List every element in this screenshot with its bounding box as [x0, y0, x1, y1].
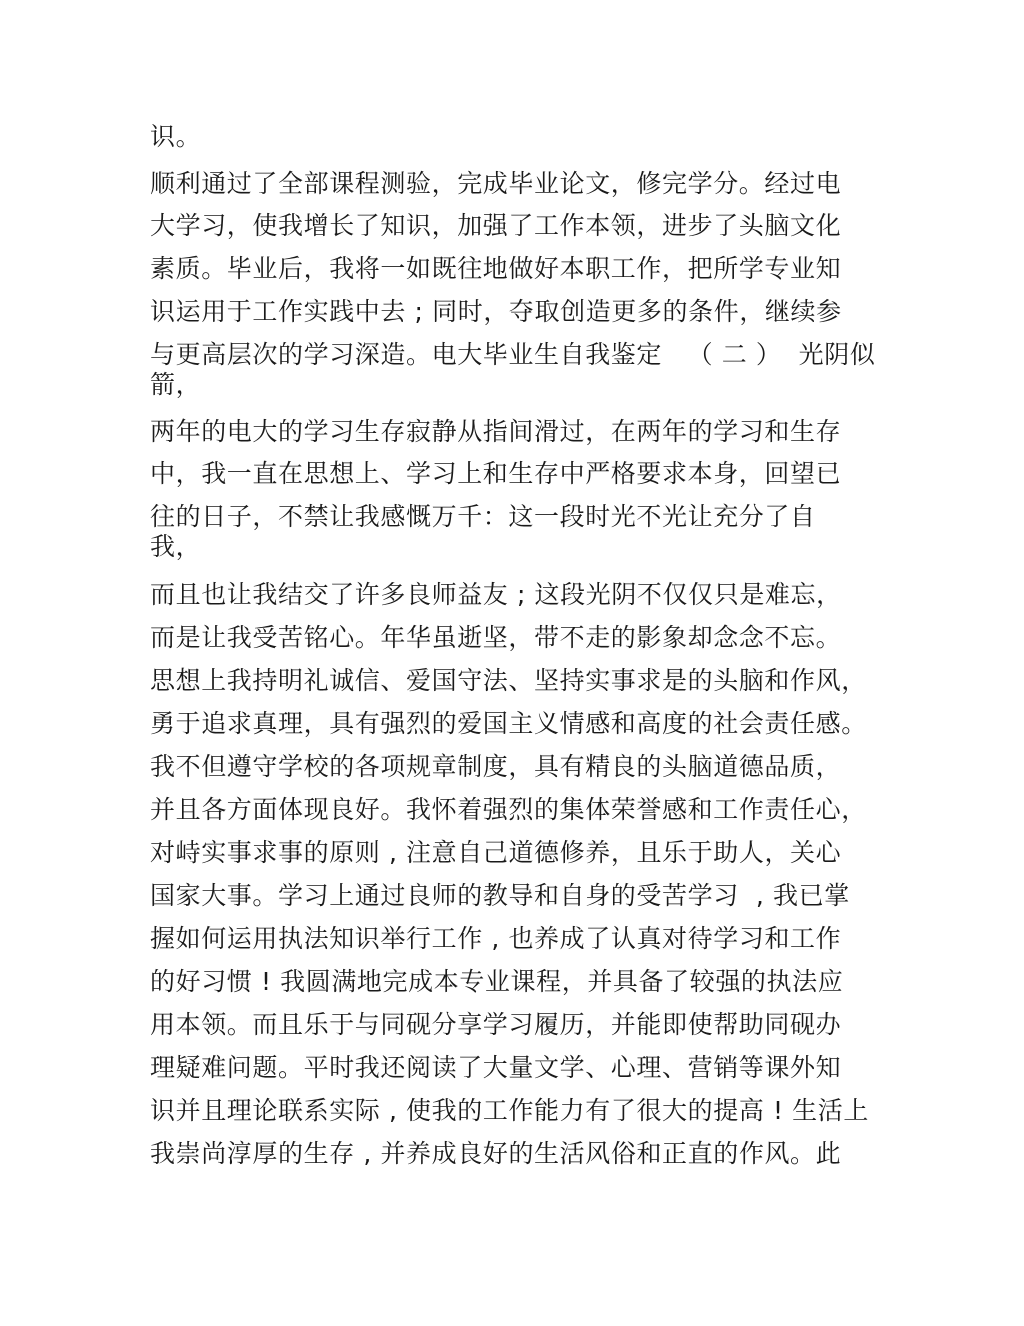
text-line: 识运用于工作实践中去 ; 同时，夺取创造更多的条件，继续参 — [150, 297, 842, 326]
text-line: 勇于追求真理，具有强烈的爱国主义情感和高度的社会责任感。 — [150, 709, 867, 738]
text-line: 我， — [150, 532, 202, 561]
text-line: 顺利通过了全部课程测验，完成毕业论文，修完学分。经过电 — [150, 169, 842, 198]
text-line: 箭， — [150, 370, 202, 399]
text-line: 我不但遵守学校的各项规章制度，具有精良的头脑道德品质， — [150, 752, 842, 781]
text-line: 用本领。而且乐于与同砚分享学习履历，并能即使帮助同砚办 — [150, 1010, 842, 1039]
text-line: 我崇尚淳厚的生存 , 并养成良好的生活风俗和正直的作风。此 — [150, 1139, 842, 1168]
text-line: 素质。毕业后，我将一如既往地做好本职工作，把所学专业知 — [150, 254, 842, 283]
text-line: 的好习惯 ! 我圆满地完成本专业课程，并具备了较强的执法应 — [150, 967, 844, 996]
text-line: 并且各方面体现良好。我怀着强烈的集体荣誉感和工作责任心， — [150, 795, 867, 824]
text-line: 中，我一直在思想上、学习上和生存中严格要求本身，回望已 — [150, 459, 842, 488]
text-line: 思想上我持明礼诚信、爱国守法、坚持实事求是的头脑和作风， — [150, 666, 867, 695]
text-line: 握如何运用执法知识举行工作 , 也养成了认真对待学习和工作 — [150, 924, 842, 953]
text-line: 识。 — [150, 122, 202, 151]
text-line: 与更高层次的学习深造。电大毕业生自我鉴定 （ 二 ） 光阴似 — [150, 340, 876, 369]
text-line: 国家大事。学习上通过良师的教导和自身的受苦学习 , 我已掌 — [150, 881, 850, 910]
text-line: 而是让我受苦铭心。年华虽逝坚，带不走的影象却念念不忘。 — [150, 623, 842, 652]
text-line: 大学习，使我增长了知识，加强了工作本领，进步了头脑文化 — [150, 211, 842, 240]
text-line: 识并且理论联系实际 , 使我的工作能力有了很大的提高 ! 生活上 — [150, 1096, 869, 1125]
text-line: 而且也让我结交了许多良师益友 ; 这段光阴不仅仅只是难忘， — [150, 580, 842, 609]
text-line: 往的日子，不禁让我感慨万千：这一段时光不光让充分了自 — [150, 502, 816, 531]
text-line: 两年的电大的学习生存寂静从指间滑过，在两年的学习和生存 — [150, 417, 842, 446]
text-line: 理疑难问题。平时我还阅读了大量文学、心理、营销等课外知 — [150, 1053, 842, 1082]
text-line: 对峙实事求事的原则 , 注意自己道德修养，且乐于助人，关心 — [150, 838, 842, 867]
